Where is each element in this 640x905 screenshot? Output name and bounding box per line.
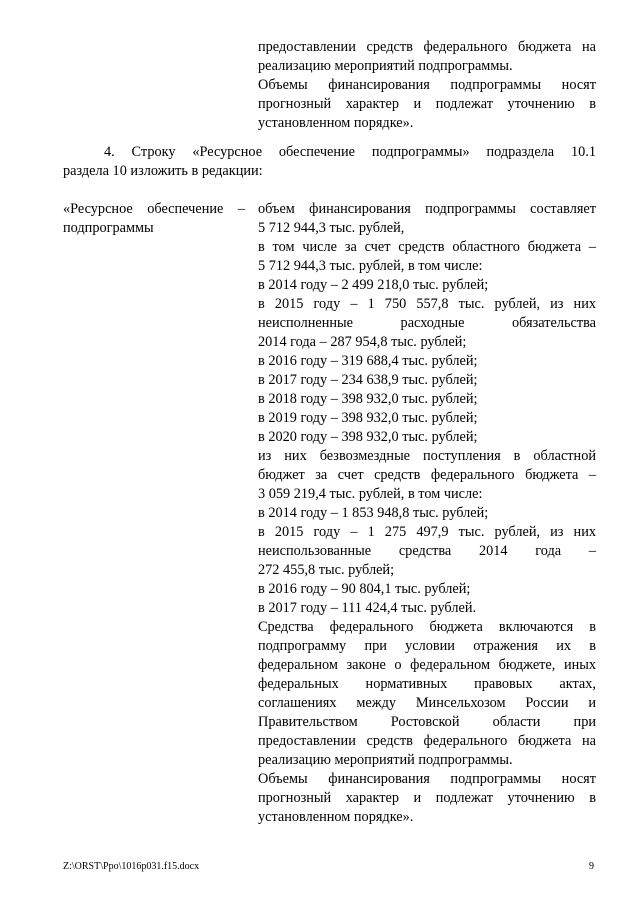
text-line: в 2017 году – 234 638,9 тыс. рублей;: [258, 372, 478, 388]
text-line: 5 712 944,3 тыс. рублей,: [258, 220, 405, 236]
text-line: в 2014 году – 2 499 218,0 тыс. рублей;: [258, 277, 489, 293]
text-line: установленном порядке».: [258, 115, 414, 131]
text-line: 5 712 944,3 тыс. рублей, в том числе:: [258, 258, 483, 274]
text-line: в 2020 году – 398 932,0 тыс. рублей;: [258, 429, 478, 445]
text-line: в 2016 году – 90 804,1 тыс. рублей;: [258, 581, 471, 597]
text-line: бюджет за счет средств федерального бюджета –: [258, 467, 596, 483]
text-line: Объемы финансирования подпрограммы носят: [258, 77, 596, 93]
text-line: Правительством Ростовской области при: [258, 714, 596, 730]
text-line: федеральном законе о федеральном бюджете, иных: [258, 657, 596, 673]
text-line: подпрограмму при условии отражения их в: [258, 638, 596, 654]
instruction-line: раздела 10 изложить в редакции:: [63, 163, 263, 179]
text-line: в 2015 году – 1 750 557,8 тыс. рублей, из них: [258, 296, 596, 312]
text-line: из них безвозмездные поступления в областной: [258, 448, 596, 464]
text-line: Объемы финансирования подпрограммы носят: [258, 771, 596, 787]
text-line: прогнозный характер и подлежат уточнению в: [258, 790, 596, 806]
text-line: в 2016 году – 319 688,4 тыс. рублей;: [258, 353, 478, 369]
text-line: 3 059 219,4 тыс. рублей, в том числе:: [258, 486, 483, 502]
text-line: Средства федерального бюджета включаются в: [258, 619, 596, 635]
text-line: установленном порядке».: [258, 809, 414, 825]
text-line: неисполненные расходные обязательства: [258, 315, 596, 331]
text-line: в 2018 году – 398 932,0 тыс. рублей;: [258, 391, 478, 407]
text-line: в том числе за счет средств областного бюджета –: [258, 239, 596, 255]
text-line: неиспользованные средства 2014 года –: [258, 543, 596, 559]
text-line: соглашениях между Минсельхозом России и: [258, 695, 596, 711]
text-line: реализацию мероприятий подпрограммы.: [258, 58, 513, 74]
text-line: в 2019 году – 398 932,0 тыс. рублей;: [258, 410, 478, 426]
footer-file-path: Z:\ORST\Ppo\1016p031.f15.docx: [63, 861, 200, 872]
text-line: предоставлении средств федерального бюджета на: [258, 39, 596, 55]
text-line: предоставлении средств федерального бюджета на: [258, 733, 596, 749]
footer-page-number: 9: [589, 861, 594, 872]
instruction-line: 4. Строку «Ресурсное обеспечение подпрограммы» подраздела 10.1: [104, 144, 596, 160]
text-line: 272 455,8 тыс. рублей;: [258, 562, 395, 578]
text-line: объем финансирования подпрограммы составляет: [258, 201, 596, 217]
text-line: в 2015 году – 1 275 497,9 тыс. рублей, из них: [258, 524, 596, 540]
text-line: в 2017 году – 111 424,4 тыс. рублей.: [258, 600, 477, 616]
text-line: федеральных нормативных правовых актах,: [258, 676, 596, 692]
text-line: 2014 года – 287 954,8 тыс. рублей;: [258, 334, 467, 350]
text-line: в 2014 году – 1 853 948,8 тыс. рублей;: [258, 505, 489, 521]
label-line: подпрограммы: [63, 220, 154, 236]
text-line: реализацию мероприятий подпрограммы.: [258, 752, 513, 768]
text-line: прогнозный характер и подлежат уточнению в: [258, 96, 596, 112]
label-line: «Ресурсное обеспечение –: [63, 201, 245, 217]
